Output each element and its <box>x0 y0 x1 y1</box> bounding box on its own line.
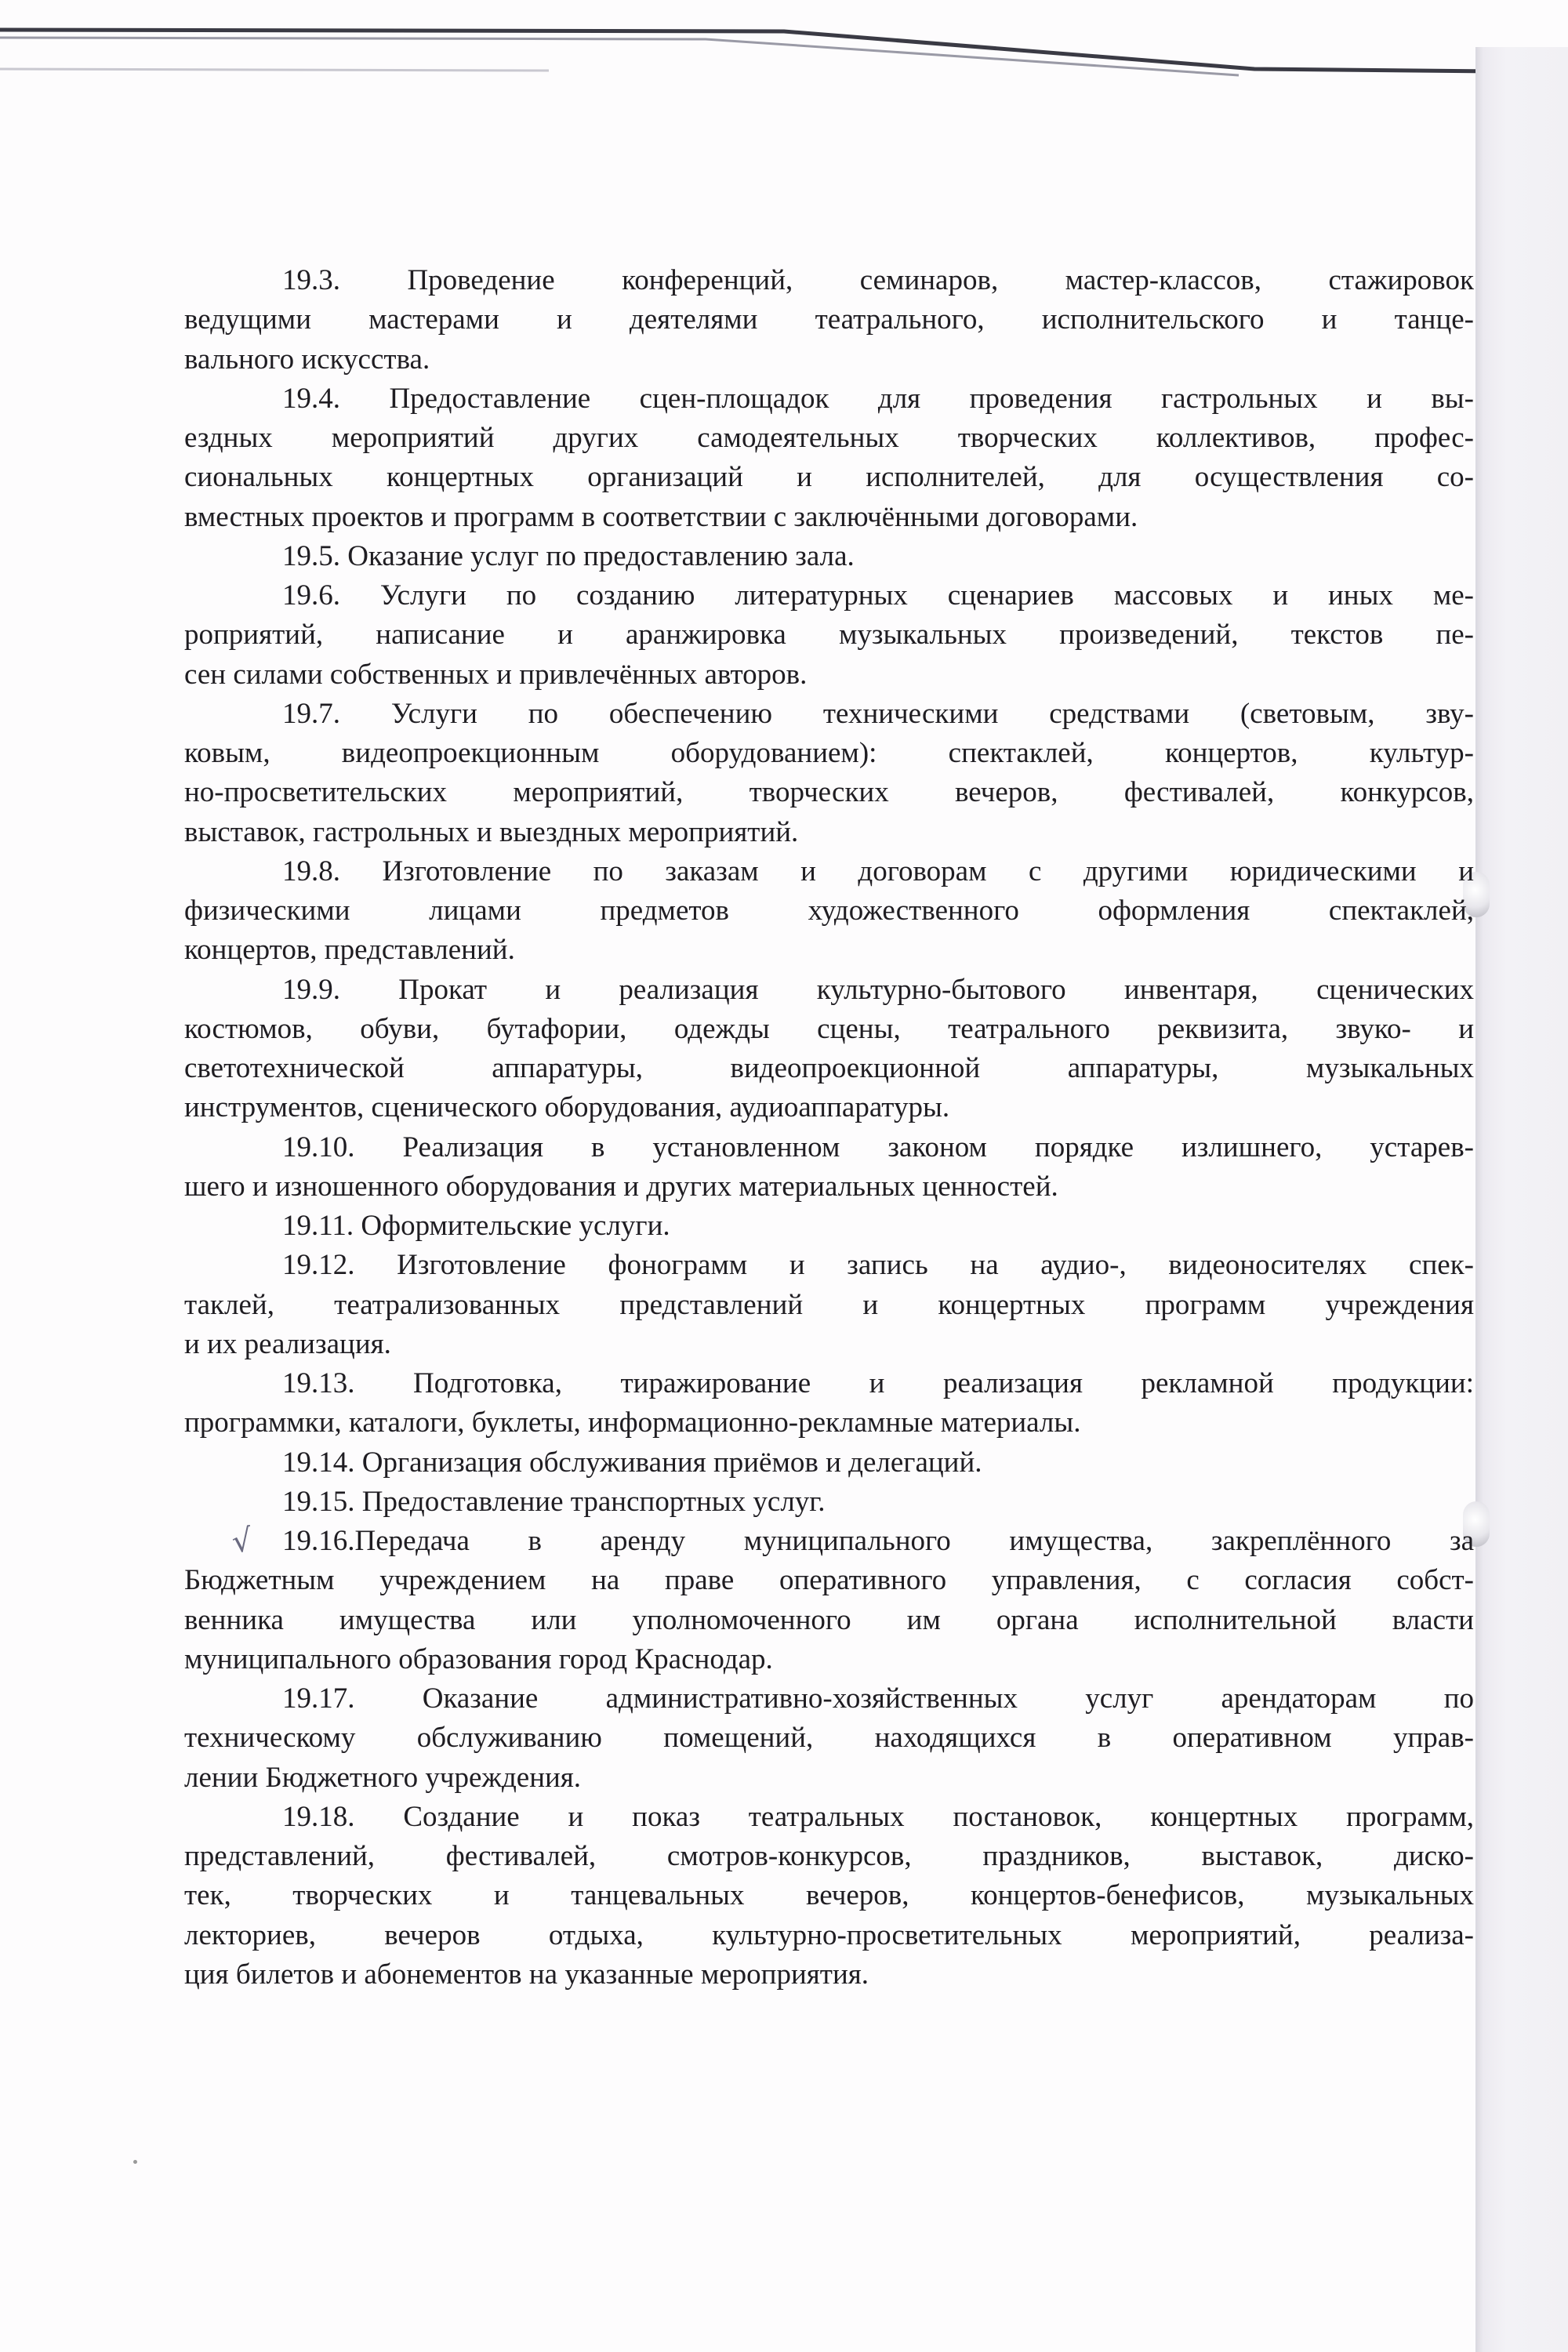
page-edge-strip <box>1475 47 1568 2352</box>
text-line: 19.8. Изготовление по заказам и договорам с другими юридическими и <box>282 855 1474 887</box>
clause-paragraph <box>0 1443 1474 1483</box>
text-line: но-просветительских мероприятий, творческих вечеров, фестивалей, конкурсов, <box>184 776 1474 809</box>
clause-paragraph <box>0 971 1474 1128</box>
text-line: тек, творческих и танцевальных вечеров, концертов-бенефисов, музыкальных <box>184 1879 1474 1912</box>
text-line: костюмов, обуви, бутафории, одежды сцены, театрального реквизита, звуко- и <box>184 1012 1474 1045</box>
text-line: лении Бюджетного учреждения. <box>184 1761 582 1794</box>
text-line: шего и изношенного оборудования и других материальных ценностей. <box>184 1170 1058 1203</box>
clause-paragraph <box>0 1207 1474 1246</box>
text-line: таклей, театрализованных представлений и концертных программ учреждения <box>184 1288 1474 1321</box>
text-line: 19.14. Организация обслуживания приёмов и делегаций. <box>282 1446 982 1479</box>
text-line: 19.10. Реализация в установленном законом порядке излишнего, устарев- <box>282 1131 1474 1163</box>
text-line: Бюджетным учреждением на праве оперативного управления, с согласия собст- <box>184 1564 1474 1597</box>
text-line: и их реализация. <box>184 1327 391 1360</box>
text-line: роприятий, написание и аранжировка музыкальных произведений, текстов пе- <box>184 619 1474 652</box>
scan-speck <box>133 2160 137 2164</box>
text-line: 19.6. Услуги по созданию литературных сценариев массовых и иных ме- <box>282 579 1474 612</box>
text-line: 19.3. Проведение конференций, семинаров, мастер-классов, стажировок <box>282 264 1474 296</box>
text-line: программки, каталоги, буклеты, информационно-рекламные материалы. <box>184 1406 1081 1439</box>
clause-paragraph <box>0 1798 1474 1994</box>
text-line: венника имущества или уполномоченного им органа исполнительной власти <box>184 1603 1474 1636</box>
text-line: физическими лицами предметов художественного оформления спектаклей, <box>184 895 1474 927</box>
clause-paragraph <box>0 576 1474 695</box>
scan-edge-shadow <box>0 0 1568 86</box>
text-line: вместных проектов и программ в соответствии с заключёнными договорами. <box>184 500 1138 533</box>
text-line: 19.12. Изготовление фонограмм и запись на аудио-, видеоносителях спек- <box>282 1249 1474 1282</box>
text-line: представлений, фестивалей, смотров-конкурсов, праздников, выставок, диско- <box>184 1840 1474 1872</box>
text-line: концертов, представлений. <box>184 934 515 967</box>
clause-paragraph <box>0 1522 1474 1679</box>
text-line: ведущими мастерами и деятелями театрального, исполнительского и танце- <box>184 303 1474 336</box>
text-line: лекториев, вечеров отдыха, культурно-просветительных мероприятий, реализа- <box>184 1918 1474 1951</box>
text-line: светотехнической аппаратуры, видеопроекционной аппаратуры, музыкальных <box>184 1052 1474 1084</box>
clause-paragraph <box>0 852 1474 971</box>
text-line: выставок, гастрольных и выездных мероприятий. <box>184 815 799 848</box>
handwritten-check-mark: √ <box>229 1522 255 1561</box>
clause-paragraph <box>0 1364 1474 1443</box>
text-line: 19.13. Подготовка, тиражирование и реализация рекламной продукции: <box>282 1367 1474 1399</box>
text-line: 19.4. Предоставление сцен-площадок для проведения гастрольных и вы- <box>282 382 1474 415</box>
clause-paragraph <box>0 695 1474 852</box>
clause-paragraph <box>0 1128 1474 1207</box>
text-line: 19.11. Оформительские услуги. <box>282 1210 670 1242</box>
text-line: ция билетов и абонементов на указанные мероприятия. <box>184 1958 869 1991</box>
clause-paragraph <box>0 1246 1474 1364</box>
text-line: 19.17. Оказание административно-хозяйственных услуг арендаторам по <box>282 1682 1474 1715</box>
text-line: ездных мероприятий других самодеятельных творческих коллективов, профес- <box>184 422 1474 454</box>
text-line: муниципального образования город Краснодар. <box>184 1642 773 1675</box>
text-line: 19.5. Оказание услуг по предоставлению зала. <box>282 539 855 572</box>
text-line: сиональных концертных организаций и исполнителей, для осуществления со- <box>184 461 1474 494</box>
text-line: вального искусства. <box>184 343 430 376</box>
clause-paragraph <box>0 537 1474 576</box>
text-line: ковым, видеопроекционным оборудованием): спектаклей, концертов, культур- <box>184 737 1474 769</box>
text-line: 19.18. Создание и показ театральных постановок, концертных программ, <box>282 1800 1474 1833</box>
text-line: техническому обслуживанию помещений, находящихся в оперативном управ- <box>184 1722 1474 1755</box>
clause-paragraph <box>0 379 1474 537</box>
text-line: инструментов, сценического оборудования, аудиоаппаратуры. <box>184 1091 950 1124</box>
document-body <box>0 261 1474 1994</box>
clause-paragraph <box>0 261 1474 379</box>
text-line: 19.16.Передача в аренду муниципального имущества, закреплённого за <box>282 1525 1474 1557</box>
clause-paragraph <box>0 1679 1474 1798</box>
text-line: 19.15. Предоставление транспортных услуг. <box>282 1485 826 1518</box>
text-line: 19.7. Услуги по обеспечению техническими средствами (световым, зву- <box>282 697 1474 730</box>
clause-paragraph <box>0 1483 1474 1522</box>
text-line: сен силами собственных и привлечённых авторов. <box>184 658 808 691</box>
text-line: 19.9. Прокат и реализация культурно-бытового инвентаря, сценических <box>282 973 1474 1006</box>
